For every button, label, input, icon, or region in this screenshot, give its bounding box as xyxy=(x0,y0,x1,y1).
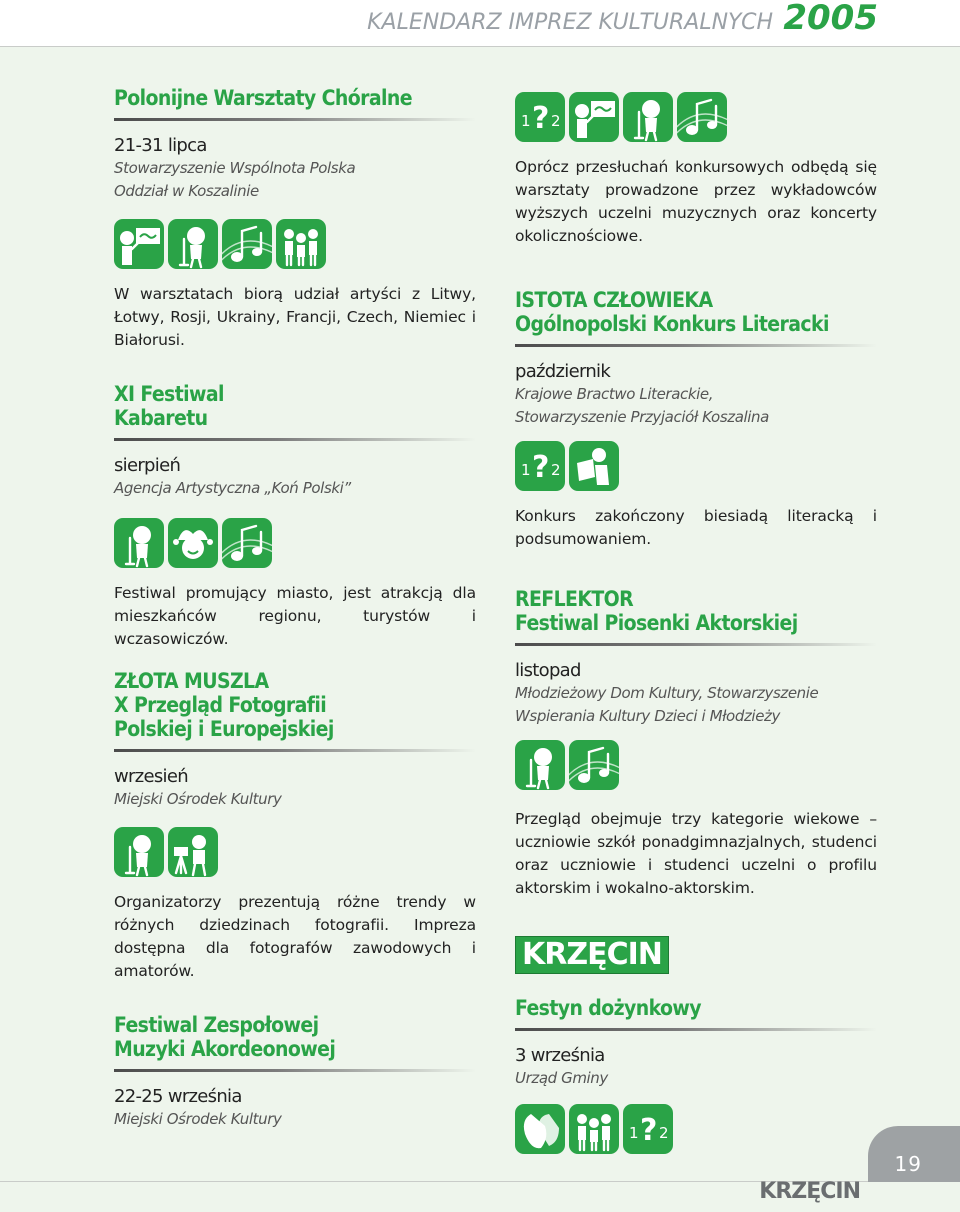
event-organizer xyxy=(114,788,476,811)
organizer-line: Stowarzyszenie Przyjaciół Koszalina xyxy=(515,408,769,426)
event-organizer xyxy=(114,477,476,500)
quiz-icon xyxy=(515,92,565,142)
event-title-line: Muzyki Akordeonowej xyxy=(114,1037,336,1061)
singer-icon xyxy=(114,827,164,877)
event-description: W warsztatach biorą udział artyści z Litwy, Łotwy, Rosji, Ukrainy, Francji, Czech, Niemiec i Białorusi. xyxy=(114,285,476,349)
event-description: Festiwal promujący miasto, jest atrakcją dla mieszkańców regionu, turystów i wczasowiczów. xyxy=(114,584,476,648)
quiz-icon xyxy=(623,1104,673,1154)
event-organizer xyxy=(515,682,877,728)
organizer-line: Miejski Ośrodek Kultury xyxy=(114,790,282,808)
event-organizer xyxy=(114,157,476,203)
music-notes-icon xyxy=(569,740,619,790)
children-icon xyxy=(276,219,326,269)
organizer-line: Młodzieżowy Dom Kultury, Stowarzyszenie xyxy=(515,684,819,702)
event-title xyxy=(515,288,877,336)
page-number: 19 xyxy=(894,1152,922,1176)
music-notes-icon xyxy=(222,518,272,568)
event-title-line: ZŁOTA MUSZLA xyxy=(114,669,269,693)
event-title-line: Festyn dożynkowy xyxy=(515,996,701,1020)
lecture-icon xyxy=(114,219,164,269)
organizer-line: Wspierania Kultury Dzieci i Młodzieży xyxy=(515,707,780,725)
music-notes-icon xyxy=(677,92,727,142)
event-title-line: ISTOTA CZŁOWIEKA xyxy=(515,288,713,312)
title-divider xyxy=(515,344,877,347)
event-title xyxy=(515,587,877,635)
left-column xyxy=(114,86,476,1131)
photographer-icon xyxy=(168,827,218,877)
svg-text:2: 2 xyxy=(551,461,561,479)
quiz-icon xyxy=(515,441,565,491)
event-title-line: Kabaretu xyxy=(114,406,208,430)
krzecin-section xyxy=(515,936,877,1154)
event-title xyxy=(515,996,877,1020)
svg-text:1: 1 xyxy=(629,1124,639,1142)
event-title-line: Polonijne Warsztaty Chóralne xyxy=(114,86,412,110)
event-reflektor xyxy=(515,587,877,900)
event-title xyxy=(114,382,476,430)
organizer-line: Urząd Gminy xyxy=(515,1069,608,1087)
event-organizer xyxy=(114,1108,476,1131)
event-title-line: Festiwal Piosenki Aktorskiej xyxy=(515,611,798,635)
event-kabaret xyxy=(114,382,476,651)
event-organizer xyxy=(515,383,877,429)
event-title xyxy=(114,669,476,741)
event-description: Konkurs zakończony biesiadą literacką i podsumowaniem. xyxy=(515,507,877,548)
children-icon xyxy=(569,1104,619,1154)
title-divider xyxy=(515,1028,877,1031)
event-description: Oprócz przesłuchań konkursowych odbędą się warsztaty prowadzone przez wykładowców wyższych uczelni muzycznych oraz koncerty okolicznościowe. xyxy=(515,158,877,245)
event-organizer xyxy=(515,1067,877,1090)
title-divider xyxy=(114,438,476,441)
event-icons xyxy=(114,827,476,877)
event-date: 3 września xyxy=(515,1045,605,1066)
event-description: Organizatorzy prezentują różne trendy w różnych dziedzinach fotografii. Impreza dostępna dla fotografów zawodowych i amatorów. xyxy=(114,893,476,980)
event-icons xyxy=(515,441,877,491)
event-description: Przegląd obejmuje trzy kategorie wiekowe – uczniowie szkół ponadgimnazjalnych, studenci oraz uczniowie i studenci uczelni o profilu aktorskim i wokalno-aktorskim. xyxy=(515,810,877,897)
svg-text:?: ? xyxy=(640,1113,658,1148)
event-title-line: X Przegląd Fotografii xyxy=(114,693,327,717)
title-divider xyxy=(114,749,476,752)
svg-text:2: 2 xyxy=(551,112,561,130)
event-polonijne xyxy=(114,86,476,352)
svg-text:1: 1 xyxy=(521,461,531,479)
music-notes-icon xyxy=(222,219,272,269)
organizer-line: Stowarzyszenie Wspólnota Polska xyxy=(114,159,356,177)
title-divider xyxy=(515,643,877,646)
singer-icon xyxy=(623,92,673,142)
intro-block xyxy=(515,92,877,248)
event-date: listopad xyxy=(515,660,581,681)
event-title-line: Ogólnopolski Konkurs Literacki xyxy=(515,312,829,336)
event-date: 21-31 lipca xyxy=(114,135,207,156)
singer-icon xyxy=(168,219,218,269)
event-icons xyxy=(114,518,476,568)
organizer-line: Agencja Artystyczna „Koń Polski” xyxy=(114,479,351,497)
krzecin-logo: KRZĘCIN xyxy=(515,936,669,974)
footer-brand: KRZĘCIN xyxy=(759,1179,860,1204)
clapping-icon xyxy=(515,1104,565,1154)
event-zlota-muszla xyxy=(114,669,476,983)
event-title-line: Polskiej i Europejskiej xyxy=(114,717,334,741)
svg-text:2: 2 xyxy=(659,1124,669,1142)
event-istota-czlowieka xyxy=(515,288,877,551)
svg-text:?: ? xyxy=(532,450,550,485)
lecture-icon xyxy=(569,92,619,142)
event-title-line: XI Festiwal xyxy=(114,382,224,406)
event-icons xyxy=(515,1104,877,1154)
event-icons xyxy=(515,92,877,142)
title-divider xyxy=(114,118,476,121)
event-date: październik xyxy=(515,361,611,382)
event-akordeon xyxy=(114,1013,476,1131)
organizer-line: Krajowe Bractwo Literackie, xyxy=(515,385,714,403)
singer-icon xyxy=(515,740,565,790)
event-title-line: Festiwal Zespołowej xyxy=(114,1013,319,1037)
header-year: 2005 xyxy=(783,0,878,38)
header-title-text: KALENDARZ IMPREZ KULTURALNYCH xyxy=(367,10,773,35)
reader-icon xyxy=(569,441,619,491)
event-icons xyxy=(114,219,476,269)
organizer-line: Miejski Ośrodek Kultury xyxy=(114,1110,282,1128)
right-column xyxy=(515,92,877,1168)
svg-text:1: 1 xyxy=(521,112,531,130)
jester-icon xyxy=(168,518,218,568)
page-header xyxy=(0,0,960,47)
event-icons xyxy=(515,740,877,790)
svg-text:?: ? xyxy=(532,101,550,136)
event-date: sierpień xyxy=(114,455,181,476)
organizer-line: Oddział w Koszalinie xyxy=(114,182,259,200)
event-title xyxy=(114,1013,476,1061)
event-date: 22-25 września xyxy=(114,1086,242,1107)
event-title-line: REFLEKTOR xyxy=(515,587,634,611)
event-date: wrzesień xyxy=(114,766,188,787)
singer-icon xyxy=(114,518,164,568)
footer-rule xyxy=(0,1181,870,1182)
event-title xyxy=(114,86,476,110)
title-divider xyxy=(114,1069,476,1072)
